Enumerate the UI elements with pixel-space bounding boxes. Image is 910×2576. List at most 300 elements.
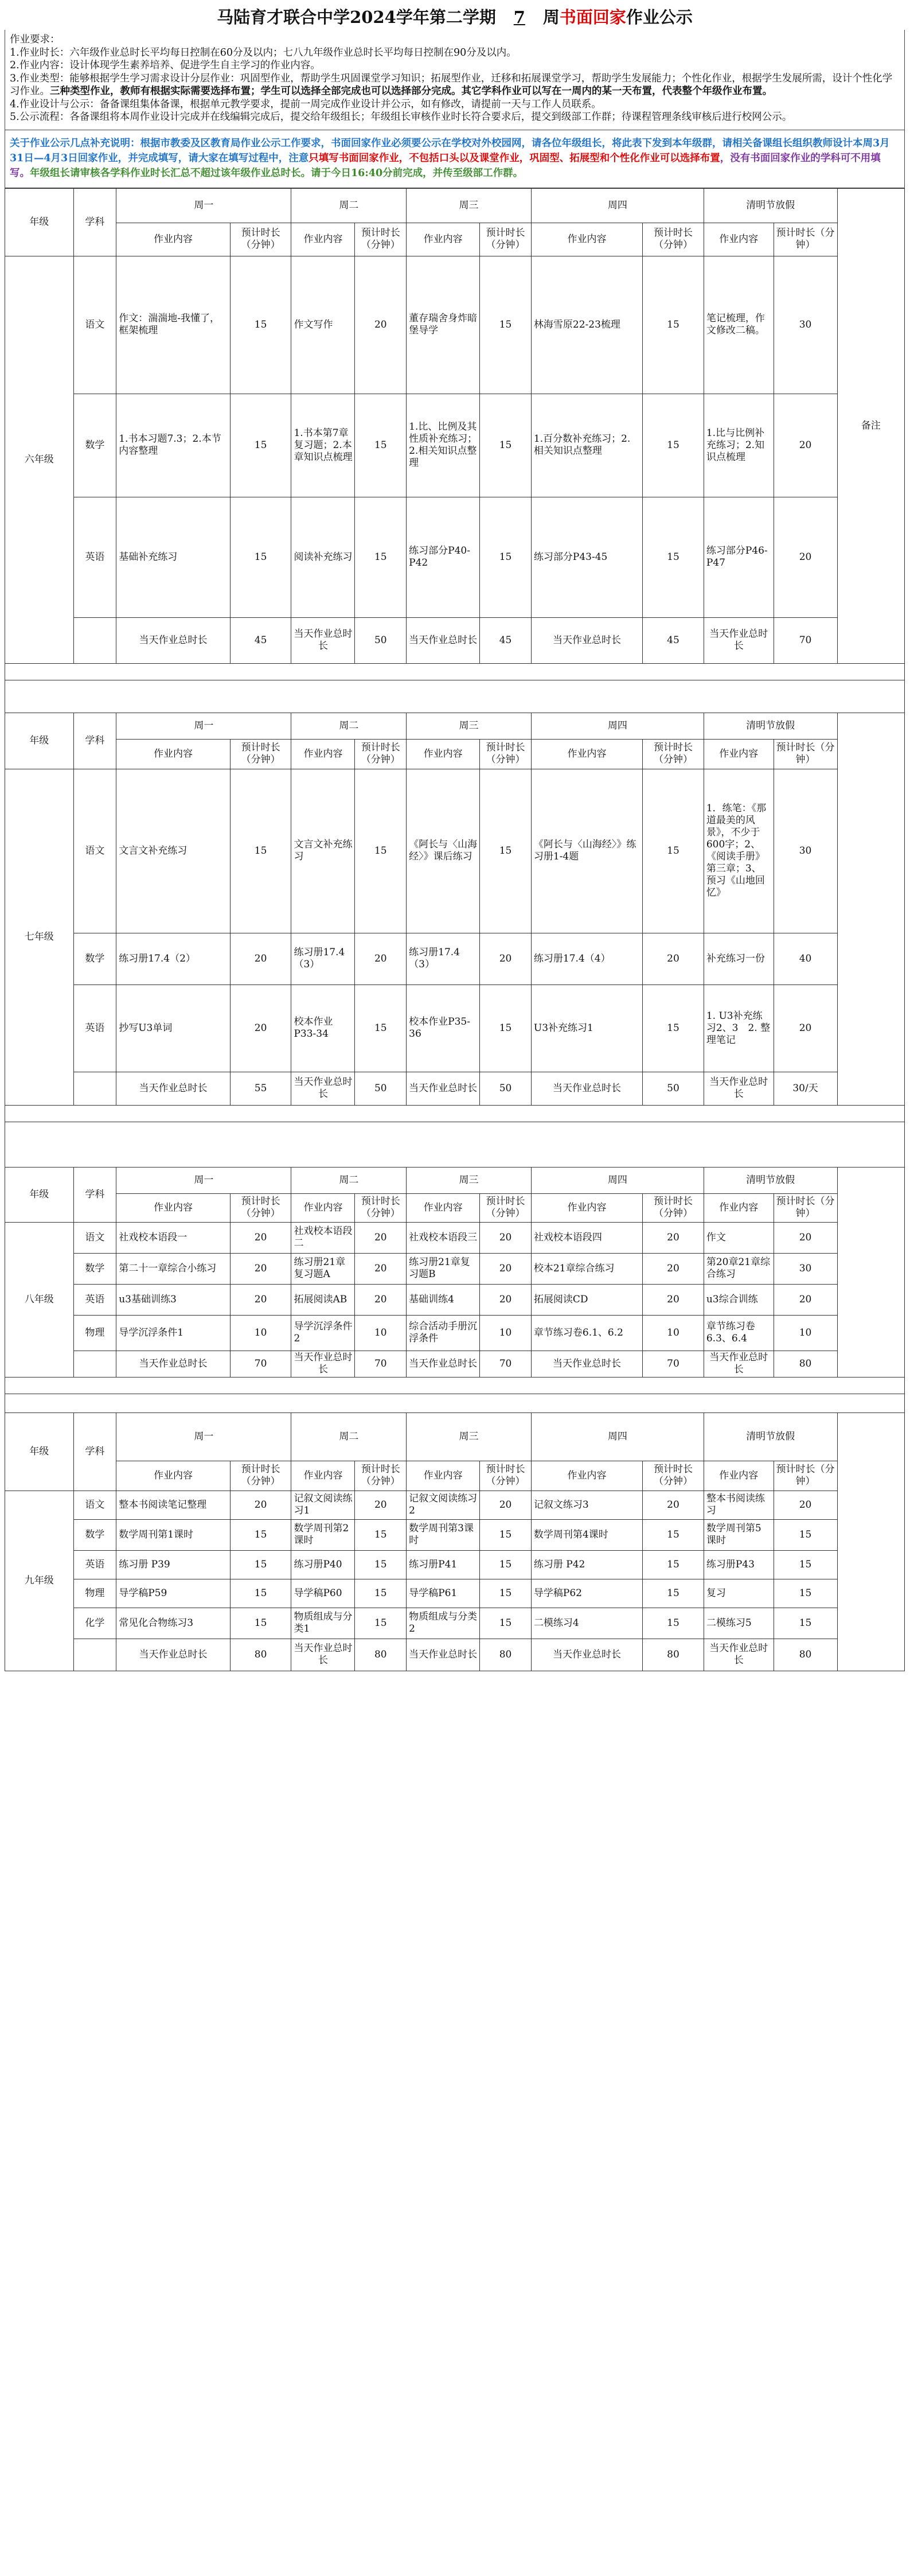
total-label: 当天作业总时长	[531, 1639, 642, 1671]
remarks-header: 备注	[837, 188, 904, 663]
blank-cell	[5, 663, 905, 680]
homework-content: 拓展阅读AB	[291, 1284, 355, 1315]
total-value: 50	[643, 1072, 704, 1105]
total-value: 80	[774, 1351, 837, 1377]
subject-header: 学科	[73, 713, 116, 769]
table-row	[5, 1315, 905, 1351]
content-header: 作业内容	[116, 739, 231, 769]
homework-duration: 15	[230, 256, 291, 394]
subject-name: 英语	[73, 1550, 116, 1579]
homework-content: 作文	[704, 1222, 774, 1253]
table-gap	[5, 1394, 905, 1412]
total-value: 80	[355, 1639, 407, 1671]
content-header: 作业内容	[407, 1193, 480, 1222]
notice-part-1: 关于作业公示几点补充说明：根据市教委及区教育局作业公示工作要求，书面回家作业必须要公示在学校对外校园网，请各位年级组长，将此表下发到本年级群，请相关备课组长组织教师设计本周3月31日—4月3日回家作业，并完成填写，请大家在填写过程中，注意	[10, 137, 890, 164]
homework-duration: 30	[774, 1253, 837, 1284]
homework-duration: 15	[355, 769, 407, 933]
total-value: 50	[355, 617, 407, 663]
homework-content: 常见化合物练习3	[116, 1608, 231, 1639]
grade-header: 年级	[5, 188, 74, 256]
duration-header: 预计时长（分钟）	[774, 1193, 837, 1222]
homework-content: 林海雪原22-23梳理	[531, 256, 642, 394]
homework-duration: 10	[230, 1315, 291, 1351]
homework-content: 第二十一章综合小练习	[116, 1253, 231, 1284]
homework-duration: 40	[774, 933, 837, 985]
content-header: 作业内容	[531, 1461, 642, 1491]
table-row	[5, 769, 905, 933]
subject-name: 数学	[73, 1519, 116, 1550]
total-value: 50	[480, 1072, 532, 1105]
homework-content: 拓展阅读CD	[531, 1284, 642, 1315]
homework-content: 《阿长与〈山海经〉》课后练习	[407, 769, 480, 933]
homework-content: 记叙文阅读练习2	[407, 1491, 480, 1519]
duration-header: 预计时长（分钟）	[643, 1193, 704, 1222]
homework-content: 导学稿P60	[291, 1579, 355, 1608]
homework-content: 第20章21章综合练习	[704, 1253, 774, 1284]
total-value: 45	[480, 617, 532, 663]
table-row	[5, 1550, 905, 1579]
homework-duration: 20	[774, 497, 837, 617]
homework-duration: 20	[643, 1491, 704, 1519]
homework-content: 数学周刊第4课时	[531, 1519, 642, 1550]
total-value: 70	[774, 617, 837, 663]
table-row	[5, 1579, 905, 1608]
homework-content: 记叙文阅读练习1	[291, 1491, 355, 1519]
homework-duration: 20	[355, 256, 407, 394]
title-mid: 周	[542, 7, 560, 27]
homework-content: 补充练习一份	[704, 933, 774, 985]
subject-name: 化学	[73, 1608, 116, 1639]
homework-content: 二模练习4	[531, 1608, 642, 1639]
homework-content: U3补充练习1	[531, 985, 642, 1072]
subject-name: 物理	[73, 1579, 116, 1608]
homework-content: 基础训练4	[407, 1284, 480, 1315]
homework-duration: 15	[480, 1608, 532, 1639]
homework-content: 校本作业P33-34	[291, 985, 355, 1072]
homework-duration: 15	[480, 769, 532, 933]
header-row	[5, 188, 905, 223]
homework-duration: 15	[643, 769, 704, 933]
total-label: 当天作业总时长	[407, 1639, 480, 1671]
homework-duration: 20	[774, 1491, 837, 1519]
content-header: 作业内容	[116, 223, 231, 256]
content-header: 作业内容	[116, 1193, 231, 1222]
homework-content: 导学稿P61	[407, 1579, 480, 1608]
homework-duration: 20	[355, 1491, 407, 1519]
homework-content: 1.百分数补充练习；2.相关知识点整理	[531, 394, 642, 497]
grade-tables	[5, 188, 905, 1671]
title-suffix: 作业公示	[626, 7, 693, 27]
homework-duration: 15	[774, 1608, 837, 1639]
subject-name: 物理	[73, 1315, 116, 1351]
homework-duration: 20	[355, 1253, 407, 1284]
duration-header: 预计时长（分钟）	[643, 1461, 704, 1491]
day-header: 清明节放假	[704, 1412, 837, 1461]
homework-content: 作文写作	[291, 256, 355, 394]
homework-duration: 20	[355, 1222, 407, 1253]
homework-duration: 30	[774, 256, 837, 394]
duration-header: 预计时长（分钟）	[230, 1193, 291, 1222]
totals-row	[5, 1351, 905, 1377]
table-row	[5, 1491, 905, 1519]
subheader-row	[5, 1193, 905, 1222]
notice-part-4: 年级组长请审核各学科作业时长汇总不超过该年级作业总时长。请于今日16:40分前完成，并传至级部工作群。	[30, 167, 524, 179]
day-header: 周一	[116, 1412, 291, 1461]
day-header: 周一	[116, 188, 291, 223]
total-value: 80	[230, 1639, 291, 1671]
content-header: 作业内容	[407, 739, 480, 769]
requirement-1: 1.作业时长：六年级作业总时长平均每日控制在60分及以内；七八九年级作业总时长平均每日控制在90分及以内。	[10, 46, 517, 59]
homework-content: 综合活动手册沉浮条件	[407, 1315, 480, 1351]
duration-header: 预计时长（分钟）	[480, 1193, 532, 1222]
total-label: 当天作业总时长	[116, 617, 231, 663]
remarks-header	[837, 1412, 904, 1671]
total-label: 当天作业总时长	[704, 617, 774, 663]
homework-content: 练习册P43	[704, 1550, 774, 1579]
content-header: 作业内容	[531, 739, 642, 769]
duration-header: 预计时长（分钟）	[480, 1461, 532, 1491]
duration-header: 预计时长（分钟）	[774, 1461, 837, 1491]
homework-content: 基础补充练习	[116, 497, 231, 617]
homework-duration: 15	[643, 497, 704, 617]
requirement-4: 4.作业设计与公示：备备课组集体备课，根据单元教学要求，提前一周完成作业设计并公示，如有修改，请提前一天与工作人员联系。	[10, 98, 602, 110]
homework-duration: 15	[230, 769, 291, 933]
day-header: 周三	[407, 188, 532, 223]
total-label: 当天作业总时长	[407, 1351, 480, 1377]
homework-duration: 15	[355, 1579, 407, 1608]
totals-subject-blank	[73, 1351, 116, 1377]
homework-content: 练习册 P42	[531, 1550, 642, 1579]
total-label: 当天作业总时长	[291, 617, 355, 663]
table-row	[5, 1253, 905, 1284]
blank-row	[5, 1105, 905, 1122]
homework-duration: 20	[230, 1491, 291, 1519]
day-header: 周一	[116, 1167, 291, 1193]
duration-header: 预计时长（分钟）	[774, 739, 837, 769]
total-value: 50	[355, 1072, 407, 1105]
homework-content: 复习	[704, 1579, 774, 1608]
requirement-5: 5.公示流程：各备课组将本周作业设计完成并在线编辑完成后，提交给年级组长；年级组长审核作业时长符合要求后，提交到级部工作群；待课程管理条线审核后进行校网公示。	[10, 111, 792, 123]
duration-header: 预计时长（分钟）	[230, 223, 291, 256]
total-label: 当天作业总时长	[291, 1072, 355, 1105]
day-header: 周二	[291, 1412, 407, 1461]
homework-duration: 15	[355, 985, 407, 1072]
table-row	[5, 497, 905, 617]
homework-content: 作文：湍湍地-我懂了，框架梳理	[116, 256, 231, 394]
totals-row	[5, 1072, 905, 1105]
content-header: 作业内容	[291, 223, 355, 256]
homework-duration: 20	[230, 985, 291, 1072]
homework-duration: 15	[480, 497, 532, 617]
totals-row	[5, 1639, 905, 1671]
homework-duration: 20	[774, 1284, 837, 1315]
homework-duration: 15	[355, 394, 407, 497]
duration-header: 预计时长（分钟）	[643, 739, 704, 769]
duration-header: 预计时长（分钟）	[230, 739, 291, 769]
totals-subject-blank	[73, 1639, 116, 1671]
day-header: 周三	[407, 713, 532, 739]
header-row	[5, 1167, 905, 1193]
grade8-table	[5, 1167, 905, 1394]
day-header: 周四	[531, 1167, 704, 1193]
subject-header: 学科	[73, 188, 116, 256]
title-prefix: 马陆育才联合中学2024学年第二学期	[217, 7, 496, 27]
content-header: 作业内容	[291, 1461, 355, 1491]
homework-content: 笔记梳理，作文修改二稿。	[704, 256, 774, 394]
homework-content: 数学周刊第2课时	[291, 1519, 355, 1550]
homework-duration: 15	[480, 985, 532, 1072]
homework-duration: 15	[230, 497, 291, 617]
subject-name: 英语	[73, 497, 116, 617]
day-header: 周三	[407, 1412, 532, 1461]
homework-content: 整本书阅读笔记整理	[116, 1491, 231, 1519]
homework-duration: 20	[230, 1253, 291, 1284]
total-value: 80	[480, 1639, 532, 1671]
homework-duration: 20	[480, 1222, 532, 1253]
homework-duration: 15	[643, 1519, 704, 1550]
homework-duration: 15	[480, 1519, 532, 1550]
homework-content: 社戏校本语段一	[116, 1222, 231, 1253]
homework-content: 导学沉浮条件2	[291, 1315, 355, 1351]
homework-duration: 20	[774, 394, 837, 497]
homework-duration: 15	[643, 394, 704, 497]
content-header: 作业内容	[704, 223, 774, 256]
subheader-row	[5, 223, 905, 256]
table-row	[5, 1608, 905, 1639]
day-header: 周四	[531, 1412, 704, 1461]
notice-block	[5, 130, 905, 188]
content-header: 作业内容	[704, 739, 774, 769]
blank-cell	[5, 1377, 905, 1394]
homework-content: 数学周刊第1课时	[116, 1519, 231, 1550]
notice-part-3: ，没有书面回家作业的学科可不用填写。	[10, 152, 881, 179]
table-row	[5, 1222, 905, 1253]
homework-duration: 15	[480, 1550, 532, 1579]
day-header: 周四	[531, 713, 704, 739]
total-value: 80	[774, 1639, 837, 1671]
homework-duration: 15	[230, 1608, 291, 1639]
subject-header: 学科	[73, 1412, 116, 1491]
homework-duration: 15	[355, 497, 407, 617]
homework-content: 1. U3补充练习2、3 2. 整理笔记	[704, 985, 774, 1072]
total-label: 当天作业总时长	[291, 1639, 355, 1671]
homework-content: 练习册 P39	[116, 1550, 231, 1579]
homework-duration: 15	[480, 1579, 532, 1608]
totals-subject-blank	[73, 617, 116, 663]
total-label: 当天作业总时长	[704, 1639, 774, 1671]
homework-content: 导学稿P62	[531, 1579, 642, 1608]
totals-row	[5, 617, 905, 663]
homework-content: 文言文补充练习	[116, 769, 231, 933]
homework-duration: 15	[643, 1550, 704, 1579]
homework-content: 章节练习卷6.1、6.2	[531, 1315, 642, 1351]
header-row	[5, 1412, 905, 1461]
homework-duration: 15	[643, 1608, 704, 1639]
duration-header: 预计时长（分钟）	[355, 739, 407, 769]
homework-duration: 15	[774, 1519, 837, 1550]
grade-header: 年级	[5, 713, 74, 769]
grade6-table	[5, 188, 905, 680]
duration-header: 预计时长（分钟）	[355, 1461, 407, 1491]
homework-content: 社戏校本语段四	[531, 1222, 642, 1253]
table-row	[5, 985, 905, 1072]
homework-content: 物质组成与分类1	[291, 1608, 355, 1639]
homework-duration: 15	[480, 394, 532, 497]
content-header: 作业内容	[407, 1461, 480, 1491]
homework-content: 1.书本习题7.3；2.本节内容整理	[116, 394, 231, 497]
subject-name: 英语	[73, 1284, 116, 1315]
homework-content: 练习册17.4（3）	[291, 933, 355, 985]
duration-header: 预计时长（分钟）	[643, 223, 704, 256]
homework-duration: 20	[230, 1284, 291, 1315]
week-number: 7	[513, 7, 525, 27]
homework-duration: 10	[774, 1315, 837, 1351]
content-header: 作业内容	[291, 739, 355, 769]
homework-duration: 20	[480, 1491, 532, 1519]
totals-subject-blank	[73, 1072, 116, 1105]
subject-name: 数学	[73, 1253, 116, 1284]
day-header: 周二	[291, 713, 407, 739]
duration-header: 预计时长（分钟）	[774, 223, 837, 256]
grade7-table	[5, 713, 905, 1122]
homework-content: 二模练习5	[704, 1608, 774, 1639]
total-value: 70	[230, 1351, 291, 1377]
homework-content: 校本21章综合练习	[531, 1253, 642, 1284]
page-title	[5, 5, 905, 30]
day-header: 周一	[116, 713, 291, 739]
homework-content: u3综合训练	[704, 1284, 774, 1315]
homework-duration: 10	[480, 1315, 532, 1351]
subject-name: 数学	[73, 394, 116, 497]
day-header: 周二	[291, 1167, 407, 1193]
homework-duration: 30	[774, 769, 837, 933]
homework-duration: 15	[355, 1519, 407, 1550]
homework-content: 文言文补充练习	[291, 769, 355, 933]
day-header: 清明节放假	[704, 713, 837, 739]
homework-content: 物质组成与分类2	[407, 1608, 480, 1639]
homework-duration: 10	[643, 1315, 704, 1351]
duration-header: 预计时长（分钟）	[355, 1193, 407, 1222]
subject-name: 语文	[73, 1491, 116, 1519]
content-header: 作业内容	[116, 1461, 231, 1491]
homework-content: 练习册17.4（2）	[116, 933, 231, 985]
homework-duration: 20	[230, 1222, 291, 1253]
homework-content: 练习册17.4（3）	[407, 933, 480, 985]
subject-name: 数学	[73, 933, 116, 985]
duration-header: 预计时长（分钟）	[355, 223, 407, 256]
homework-duration: 15	[643, 1579, 704, 1608]
homework-content: 练习部分P43-45	[531, 497, 642, 617]
homework-duration: 20	[774, 1222, 837, 1253]
remarks-header	[837, 713, 904, 1105]
grade-name: 八年级	[5, 1222, 74, 1377]
homework-content: 1.比与比例补充练习；2.知识点梳理	[704, 394, 774, 497]
homework-content: 数学周刊第5课时	[704, 1519, 774, 1550]
day-header: 清明节放假	[704, 188, 837, 223]
homework-content: 练习册21章复习题B	[407, 1253, 480, 1284]
content-header: 作业内容	[704, 1461, 774, 1491]
homework-duration: 20	[480, 1253, 532, 1284]
homework-content: 导学稿P59	[116, 1579, 231, 1608]
total-value: 45	[230, 617, 291, 663]
total-value: 70	[355, 1351, 407, 1377]
table-gap	[5, 1122, 905, 1167]
day-header: 周四	[531, 188, 704, 223]
homework-content: 1.比、比例及其性质补充练习；2.相关知识点整理	[407, 394, 480, 497]
homework-content: u3基础训练3	[116, 1284, 231, 1315]
homework-duration: 15	[230, 394, 291, 497]
homework-duration: 15	[774, 1579, 837, 1608]
table-row	[5, 394, 905, 497]
homework-content: 《阿长与〈山海经〉》练习册1-4题	[531, 769, 642, 933]
total-label: 当天作业总时长	[531, 617, 642, 663]
total-label: 当天作业总时长	[704, 1072, 774, 1105]
homework-content: 抄写U3单词	[116, 985, 231, 1072]
homework-duration: 15	[643, 985, 704, 1072]
requirements-heading: 作业要求：	[10, 34, 60, 45]
homework-duration: 15	[230, 1519, 291, 1550]
homework-content: 社戏校本语段二	[291, 1222, 355, 1253]
table-row	[5, 1284, 905, 1315]
content-header: 作业内容	[531, 1193, 642, 1222]
table-row	[5, 933, 905, 985]
total-label: 当天作业总时长	[531, 1351, 642, 1377]
subject-name: 语文	[73, 769, 116, 933]
duration-header: 预计时长（分钟）	[480, 739, 532, 769]
requirement-2: 2.作业内容：设计体现学生素养培养、促进学生自主学习的作业内容。	[10, 60, 321, 71]
homework-content: 社戏校本语段三	[407, 1222, 480, 1253]
day-header: 清明节放假	[704, 1167, 837, 1193]
content-header: 作业内容	[531, 223, 642, 256]
total-label: 当天作业总时长	[116, 1072, 231, 1105]
day-header: 周三	[407, 1167, 532, 1193]
subject-header: 学科	[73, 1167, 116, 1222]
blank-row	[5, 1377, 905, 1394]
homework-content: 记叙文练习3	[531, 1491, 642, 1519]
homework-content: 章节练习卷6.3、6.4	[704, 1315, 774, 1351]
homework-duration: 15	[774, 1550, 837, 1579]
total-label: 当天作业总时长	[116, 1639, 231, 1671]
homework-sheet	[5, 5, 905, 1671]
homework-duration: 20	[355, 1284, 407, 1315]
subject-name: 语文	[73, 1222, 116, 1253]
homework-content: 练习部分P46-P47	[704, 497, 774, 617]
total-label: 当天作业总时长	[407, 1072, 480, 1105]
subheader-row	[5, 739, 905, 769]
grade9-table	[5, 1412, 905, 1671]
homework-duration: 20	[643, 933, 704, 985]
homework-duration: 20	[355, 933, 407, 985]
homework-duration: 15	[355, 1550, 407, 1579]
notice-part-2: 只填写书面回家作业，不包括口头以及课堂作业，巩固型、拓展型和个性化作业可以选择布置	[308, 152, 720, 164]
homework-duration: 20	[643, 1253, 704, 1284]
total-label: 当天作业总时长	[116, 1351, 231, 1377]
homework-content: 数学周刊第3课时	[407, 1519, 480, 1550]
grade-name: 九年级	[5, 1491, 74, 1671]
header-row	[5, 713, 905, 739]
grade-header: 年级	[5, 1412, 74, 1491]
subject-name: 语文	[73, 256, 116, 394]
day-header: 周二	[291, 188, 407, 223]
homework-content: 整本书阅读练习	[704, 1491, 774, 1519]
homework-content: 练习册P40	[291, 1550, 355, 1579]
content-header: 作业内容	[704, 1193, 774, 1222]
homework-duration: 15	[230, 1550, 291, 1579]
subject-name: 英语	[73, 985, 116, 1072]
homework-duration: 20	[480, 1284, 532, 1315]
duration-header: 预计时长（分钟）	[230, 1461, 291, 1491]
homework-duration: 20	[230, 933, 291, 985]
